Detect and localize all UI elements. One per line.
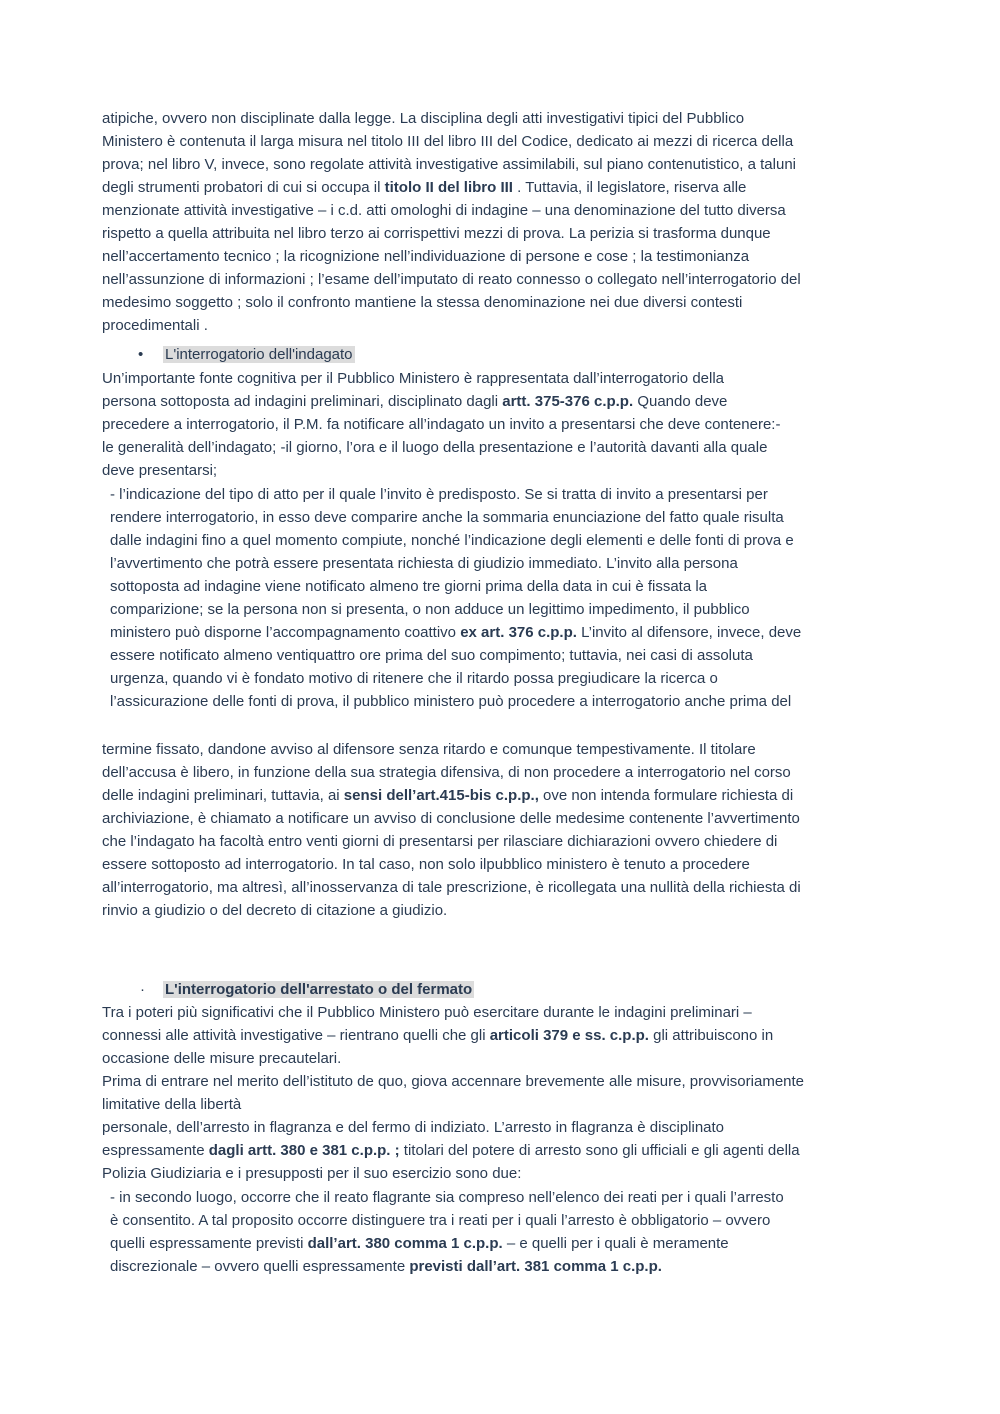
legal-reference: articoli 379 e ss. c.p.p. (489, 1027, 649, 1044)
legal-reference: titolo II del libro III (384, 179, 513, 196)
text-line (110, 644, 753, 667)
text-span: gli attribuiscono in (648, 1027, 774, 1044)
text-line (102, 314, 208, 337)
text-line (102, 807, 800, 830)
text-span: procedimentali . (102, 317, 208, 334)
text-line (110, 667, 718, 690)
text-span: Prima di entrare nel merito dell’istituto de quo, giova accennare brevemente alle misure, provvisoriamente (102, 1073, 805, 1090)
legal-reference: ex art. 376 c.p.p. (460, 624, 577, 641)
text-span: L’invito al difensore, invece, deve (576, 624, 802, 641)
text-line (102, 1024, 773, 1047)
text-line (110, 1255, 662, 1278)
text-line (110, 1209, 770, 1232)
legal-reference: artt. 375-376 c.p.p. (502, 393, 634, 410)
text-line (102, 1047, 341, 1070)
text-line (102, 436, 767, 459)
text-span: espressamente (102, 1142, 209, 1159)
text-line (110, 575, 707, 598)
text-line (102, 153, 796, 176)
text-span: ministero può disporne l’accompagnamento coattivo (110, 624, 461, 641)
text-span: - in secondo luogo, occorre che il reato flagrante sia compreso nell’elenco dei reati per i quali l’arresto (110, 1189, 784, 1206)
legal-reference: previsti dall’art. 381 comma 1 c.p.p. (409, 1258, 662, 1275)
text-span: personale, dell’arresto in flagranza e del fermo di indiziato. L’arresto in flagranza è disciplinato (102, 1119, 725, 1136)
text-span: è consentito. A tal proposito occorre distinguere tra i reati per i quali l’arresto è obbligatorio – ovvero (110, 1212, 771, 1229)
text-span: persona sottoposta ad indagini preliminari, disciplinato dagli (102, 393, 503, 410)
text-line (102, 268, 801, 291)
text-span: l’avvertimento che potrà essere presentata richiesta di giudizio immediato. L’invito alla persona (110, 555, 738, 572)
text-line (102, 784, 793, 807)
text-span: prova; nel libro V, invece, sono regolate attività investigative assimilabili, sul piano contenutistico, a taluni (102, 156, 796, 173)
text-span: degli strumenti probatori di cui si occupa il (102, 179, 385, 196)
text-span: . Tuttavia, il legislatore, riserva alle (512, 179, 747, 196)
legal-reference: dall’art. 380 comma 1 c.p.p. (307, 1235, 503, 1252)
text-line (102, 876, 801, 899)
text-span: ove non intenda formulare richiesta di (538, 787, 794, 804)
text-line (110, 1186, 784, 1209)
text-line (102, 245, 749, 268)
text-line (102, 367, 724, 390)
text-span: delle indagini preliminari, tuttavia, ai (102, 787, 344, 804)
text-span: Quando deve (633, 393, 728, 410)
text-line (110, 690, 791, 713)
text-span: limitative della libertà (102, 1096, 242, 1113)
text-span: rinvio a giudizio o del decreto di citazione a giudizio. (102, 902, 448, 919)
text-line (102, 1162, 521, 1185)
legal-reference: sensi dell’art.415-bis c.p.p., (343, 787, 539, 804)
text-line (110, 598, 750, 621)
text-span: archiviazione, è chiamato a notificare un avviso di conclusione delle medesime contenente l’avvertimento (102, 810, 800, 827)
text-span: connessi alle attività investigative – rientrano quelli che gli (102, 1027, 490, 1044)
text-line (102, 1116, 724, 1139)
text-span: Ministero è contenuta il larga misura nel titolo III del libro III del Codice, dedicato ai mezzi di ricerca della (102, 133, 794, 150)
text-line (102, 459, 217, 482)
text-line (102, 291, 742, 314)
text-line (102, 199, 786, 222)
text-line (102, 176, 746, 199)
text-span: rendere interrogatorio, in esso deve comparire anche la sommaria enunciazione del fatto quale risulta (110, 509, 784, 526)
section-heading: L'interrogatorio dell'indagato (165, 346, 353, 363)
section-heading: L'interrogatorio dell'arrestato o del fermato (165, 981, 473, 998)
text-span: titolari del potere di arresto sono gli ufficiali e gli agenti della (399, 1142, 800, 1159)
text-span: all’interrogatorio, ma altresì, all’inosservanza di tale prescrizione, è ricollegata una nullità della richiesta di (102, 879, 801, 896)
text-span: - l’indicazione del tipo di atto per il quale l’invito è predisposto. Se si tratta di invito a presentarsi per (110, 486, 768, 503)
text-span: Tra i poteri più significativi che il Pubblico Ministero può esercitare durante le indagini preliminari – (102, 1004, 752, 1021)
bullet-dot: • (138, 346, 144, 363)
text-span: nell’accertamento tecnico ; la ricognizione nell’individuazione di persone e cose ; la testimonianza (102, 248, 750, 265)
text-line (110, 506, 784, 529)
text-span: termine fissato, dandone avviso al difensore senza ritardo e comunque tempestivamente. Il titolare (102, 741, 756, 758)
text-span: – e quelli per i quali è meramente (502, 1235, 729, 1252)
text-span: sottoposta ad indagine viene notificato almeno tre giorni prima della data in cui è fissata la (110, 578, 708, 595)
text-span: Un’importante fonte cognitiva per il Pubblico Ministero è rappresentata dall’interrogatorio della (102, 370, 725, 387)
text-line (102, 1139, 800, 1162)
text-line (102, 107, 744, 130)
text-line (102, 761, 791, 784)
text-span: precedere a interrogatorio, il P.M. fa notificare all’indagato un invito a presentarsi che deve contenere:- (102, 416, 781, 433)
text-line (102, 130, 793, 153)
text-span: che l’indagato ha facoltà entro venti giorni di presentarsi per rilasciare dichiarazioni ovvero chiedere di (102, 833, 778, 850)
text-line (102, 738, 756, 761)
text-span: l’assicurazione delle fonti di prova, il pubblico ministero può procedere a interrogatorio anche prima del (110, 693, 792, 710)
text-line (102, 1070, 804, 1093)
text-span: deve presentarsi; (102, 462, 218, 479)
text-span: nell’assunzione di informazioni ; l’esame dell’imputato di reato connesso o collegato nell’interrogatorio del (102, 271, 801, 288)
text-span: le generalità dell’indagato; -il giorno, l’ora e il luogo della presentazione e l’autorità davanti alla quale (102, 439, 768, 456)
text-span: rispetto a quella attribuita nel libro terzo ai corrispettivi mezzi di prova. La perizia si trasforma dunque (102, 225, 771, 242)
text-line (110, 621, 801, 644)
text-line (102, 899, 447, 922)
bullet-dot: · (140, 981, 145, 998)
text-line (110, 529, 794, 552)
text-line (102, 390, 727, 413)
text-line (102, 222, 771, 245)
text-span: Polizia Giudiziaria e i presupposti per il suo esercizio sono due: (102, 1165, 522, 1182)
text-span: dell’accusa è libero, in funzione della sua strategia difensiva, di non procedere a interrogatorio nel corso (102, 764, 791, 781)
text-span: discrezionale – ovvero quelli espressamente (110, 1258, 410, 1275)
text-span: essere notificato almeno ventiquattro ore prima del suo compimento; tuttavia, nei casi di assoluta (110, 647, 753, 664)
text-span: menzionate attività investigative – i c.d. atti omologhi di indagine – una denominazione del tutto diversa (102, 202, 786, 219)
text-span: medesimo soggetto ; solo il confronto mantiene la stessa denominazione nei due diversi contesti (102, 294, 743, 311)
text-line (102, 830, 777, 853)
text-line (102, 1093, 241, 1116)
text-line (110, 552, 738, 575)
text-span: atipiche, ovvero non disciplinate dalla legge. La disciplina degli atti investigativi tipici del Pubblico (102, 110, 745, 127)
text-line (102, 413, 780, 436)
text-span: quelli espressamente previsti (110, 1235, 308, 1252)
text-line (110, 1232, 729, 1255)
text-line (110, 483, 768, 506)
text-span: urgenza, quando vi è fondato motivo di ritenere che il ritardo possa pregiudicare la ricerca o (110, 670, 718, 687)
text-span: essere sottoposto ad interrogatorio. In tal caso, non solo ilpubblico ministero è tenuto a procedere (102, 856, 750, 873)
text-line (102, 853, 750, 876)
text-span: occasione delle misure precautelari. (102, 1050, 342, 1067)
text-span: dalle indagini fino a quel momento compiute, nonché l’indicazione degli elementi e delle fonti di prova e (110, 532, 794, 549)
text-line (102, 1001, 752, 1024)
legal-reference: dagli artt. 380 e 381 c.p.p. ; (208, 1142, 400, 1159)
text-span: comparizione; se la persona non si presenta, o non adduce un legittimo impedimento, il pubblico (110, 601, 750, 618)
